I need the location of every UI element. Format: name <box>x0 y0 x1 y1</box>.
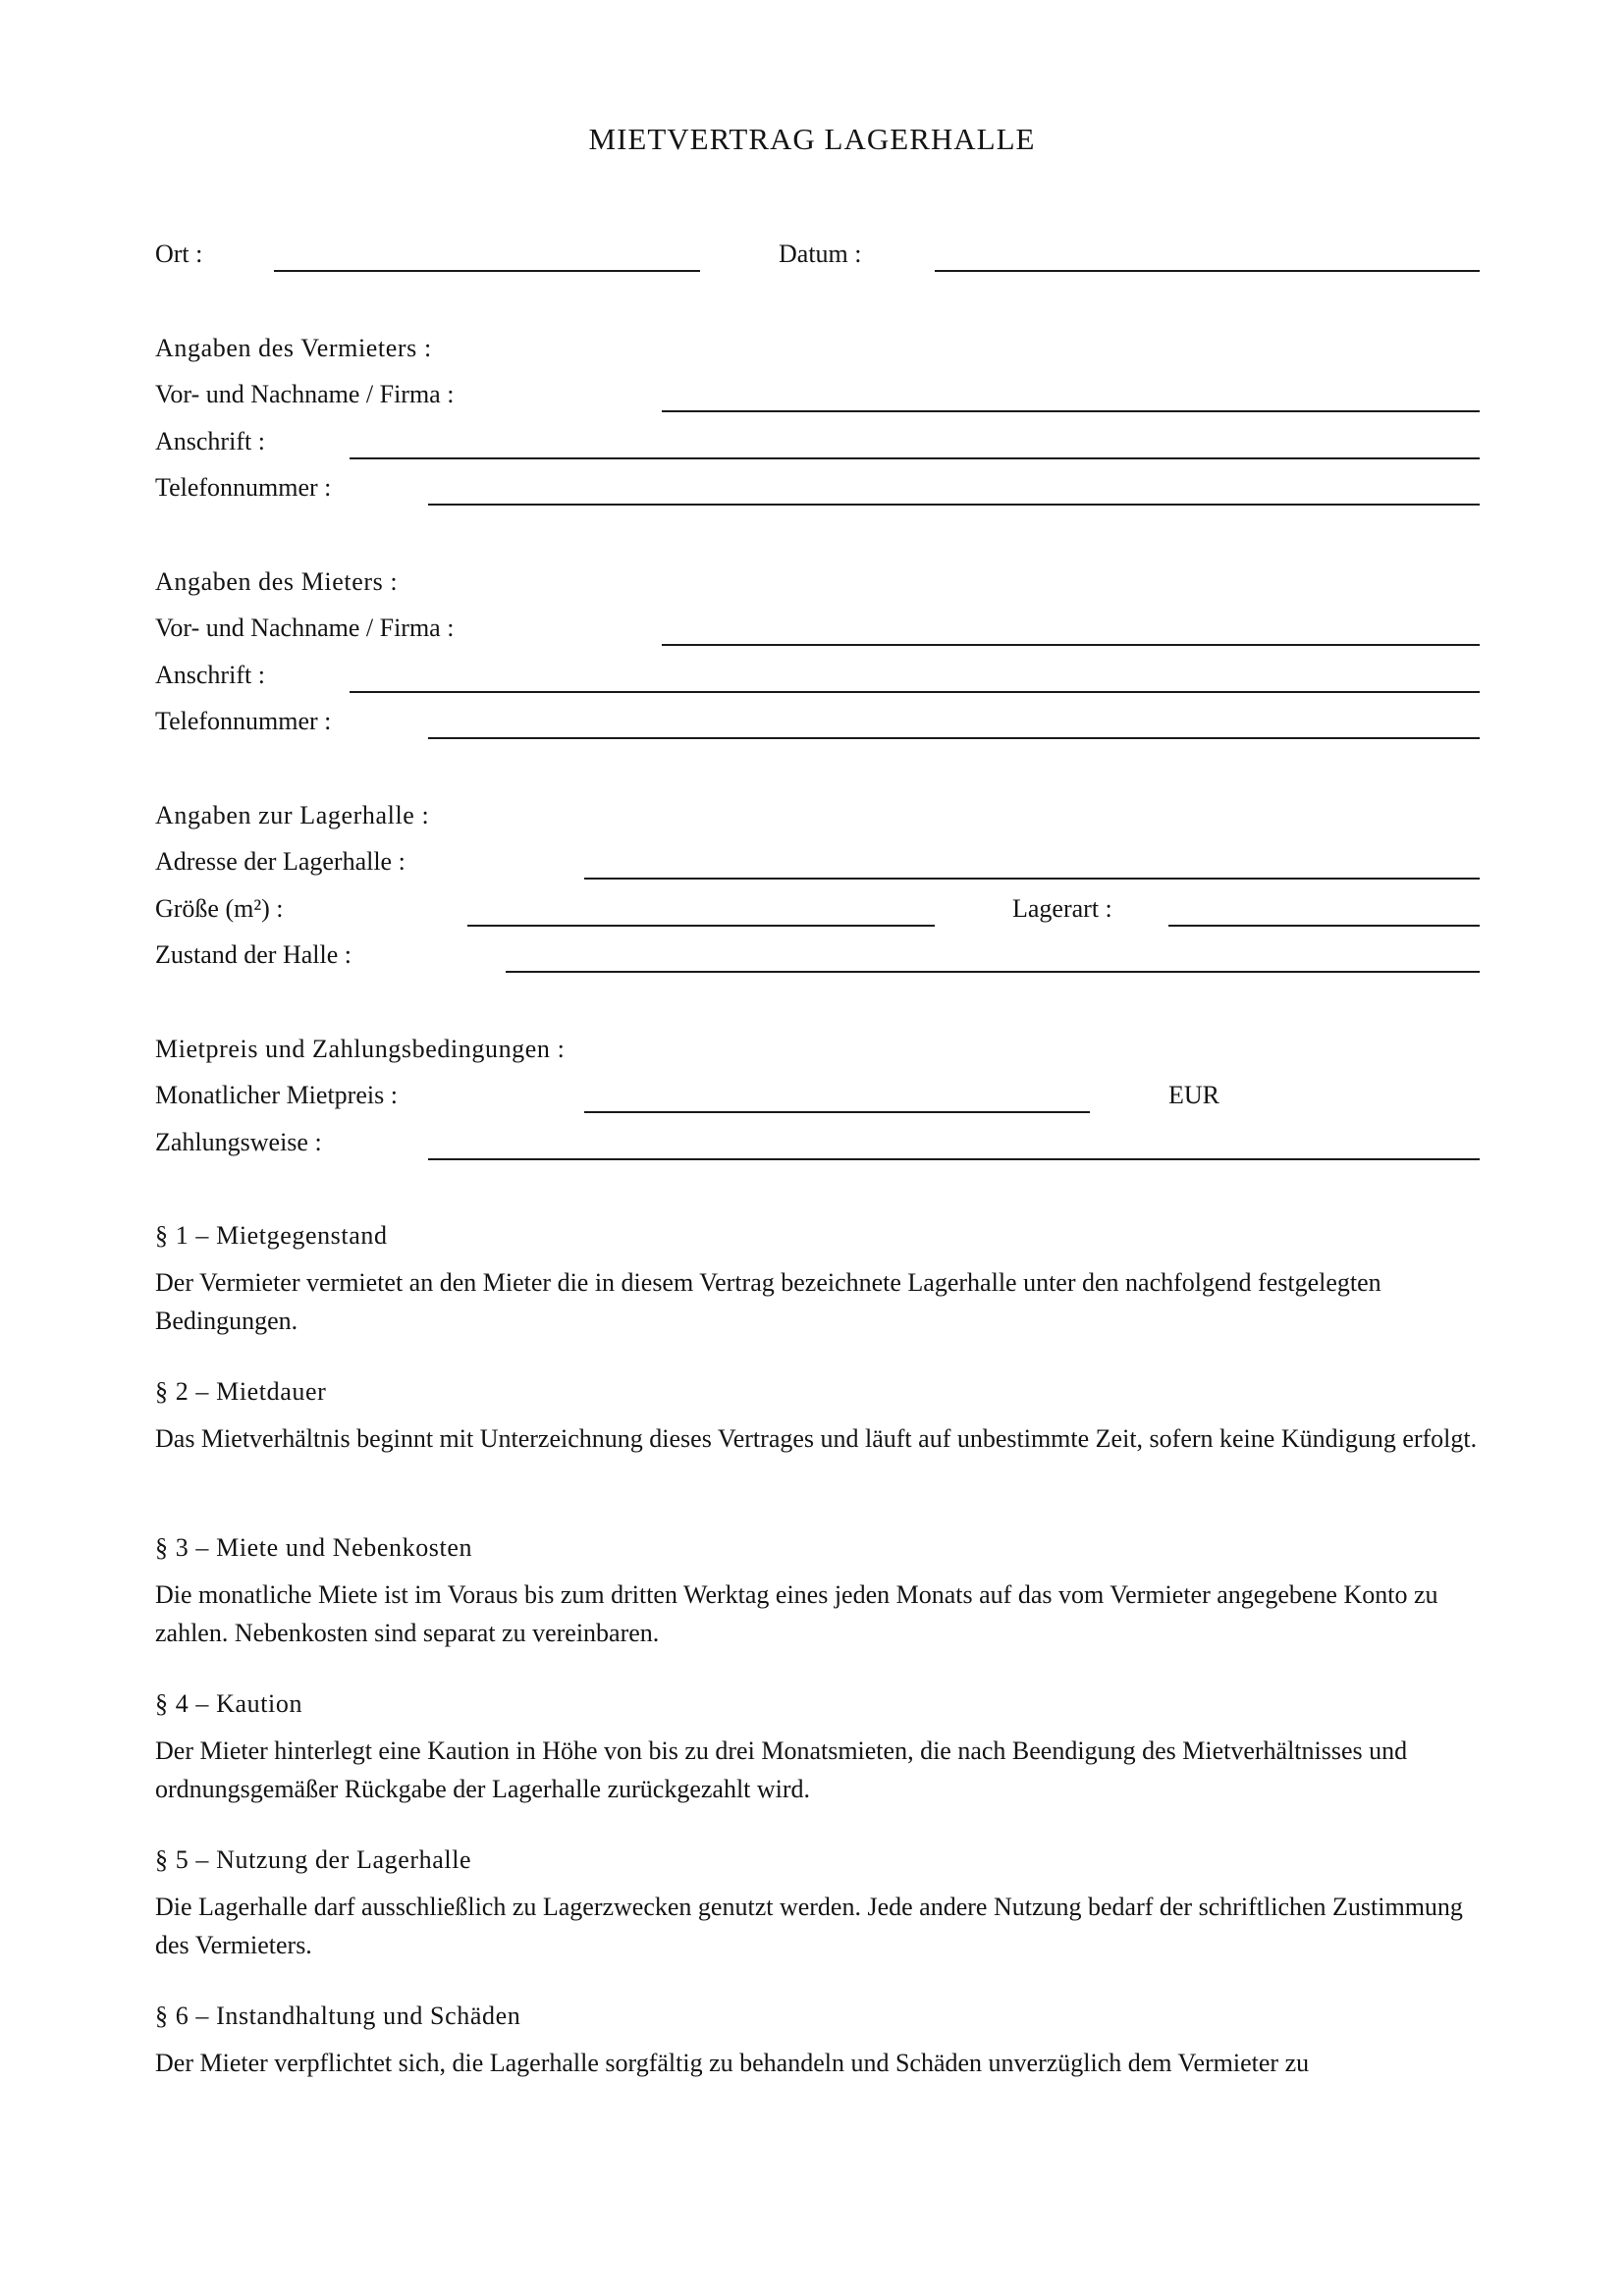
lagerhalle-size-label: Größe (m²) : <box>155 894 284 923</box>
vermieter-name-label: Vor- und Nachname / Firma : <box>155 380 455 408</box>
vermieter-name-field[interactable] <box>662 410 1480 412</box>
datum-field[interactable] <box>935 270 1480 272</box>
rent-label: Monatlicher Mietpreis : <box>155 1081 398 1109</box>
mieter-address-field[interactable] <box>350 691 1480 693</box>
lagerhalle-heading: Angaben zur Lagerhalle : <box>155 801 430 829</box>
payment-method-field[interactable] <box>428 1158 1480 1160</box>
section-4-heading: § 4 – Kaution <box>155 1689 303 1718</box>
vermieter-address-field[interactable] <box>350 457 1480 459</box>
lagerhalle-address-field[interactable] <box>584 878 1480 880</box>
currency-label: EUR <box>1168 1081 1219 1109</box>
section-4-text: Der Mieter hinterlegt eine Kaution in Höhe von bis zu drei Monatsmieten, die nach Beendigung des Mietverhältnisses und ordnungsgemäßer Rückgabe der Lagerhalle zurückgezahlt wird. <box>155 1736 1408 1803</box>
mieter-heading: Angaben des Mieters : <box>155 567 399 596</box>
section-1-heading: § 1 – Mietgegenstand <box>155 1221 388 1250</box>
section-6-heading: § 6 – Instandhaltung und Schäden <box>155 2002 521 2030</box>
lagerhalle-condition-label: Zustand der Halle : <box>155 940 352 969</box>
section-3-text: Die monatliche Miete ist im Voraus bis zum dritten Werktag eines jeden Monats auf das vom Vermieter angegebene Konto zu zahlen. Nebenkosten sind separat zu vereinbaren. <box>155 1580 1438 1647</box>
document-title: MIETVERTRAG LAGERHALLE <box>588 122 1036 156</box>
lagerhalle-condition-field[interactable] <box>506 971 1480 973</box>
vermieter-address-label: Anschrift : <box>155 427 265 455</box>
lagerhalle-size-field[interactable] <box>467 925 935 927</box>
ort-label: Ort : <box>155 240 203 268</box>
section-2-text: Das Mietverhältnis beginnt mit Unterzeichnung dieses Vertrages und läuft auf unbestimmte Zeit, sofern keine Kündigung erfolgt. <box>155 1424 1478 1453</box>
mieter-address-label: Anschrift : <box>155 661 265 689</box>
section-6-text: Der Mieter verpflichtet sich, die Lagerhalle sorgfältig zu behandeln und Schäden unverzüglich dem Vermieter zu <box>155 2049 1310 2077</box>
lagerhalle-address-label: Adresse der Lagerhalle : <box>155 847 406 876</box>
payment-method-label: Zahlungsweise : <box>155 1128 322 1156</box>
lagerhalle-type-label: Lagerart : <box>1012 894 1112 923</box>
mieter-name-field[interactable] <box>662 644 1480 646</box>
section-5-heading: § 5 – Nutzung der Lagerhalle <box>155 1845 472 1874</box>
section-3-heading: § 3 – Miete und Nebenkosten <box>155 1533 473 1562</box>
vermieter-phone-label: Telefonnummer : <box>155 473 332 502</box>
vermieter-heading: Angaben des Vermieters : <box>155 334 432 362</box>
section-5-text: Die Lagerhalle darf ausschließlich zu Lagerzwecken genutzt werden. Jede andere Nutzung bedarf der schriftlichen Zustimmung des Vermieters. <box>155 1893 1463 1959</box>
rent-field[interactable] <box>584 1111 1090 1113</box>
mieter-phone-field[interactable] <box>428 737 1480 739</box>
ort-field[interactable] <box>274 270 700 272</box>
payment-heading: Mietpreis und Zahlungsbedingungen : <box>155 1035 566 1063</box>
section-2-heading: § 2 – Mietdauer <box>155 1377 327 1406</box>
lagerhalle-type-field[interactable] <box>1168 925 1480 927</box>
mieter-name-label: Vor- und Nachname / Firma : <box>155 614 455 642</box>
mieter-phone-label: Telefonnummer : <box>155 707 332 735</box>
vermieter-phone-field[interactable] <box>428 504 1480 506</box>
datum-label: Datum : <box>779 240 862 268</box>
section-1-text: Der Vermieter vermietet an den Mieter die in diesem Vertrag bezeichnete Lagerhalle unter den nachfolgend festgelegten Bedingungen. <box>155 1268 1381 1335</box>
